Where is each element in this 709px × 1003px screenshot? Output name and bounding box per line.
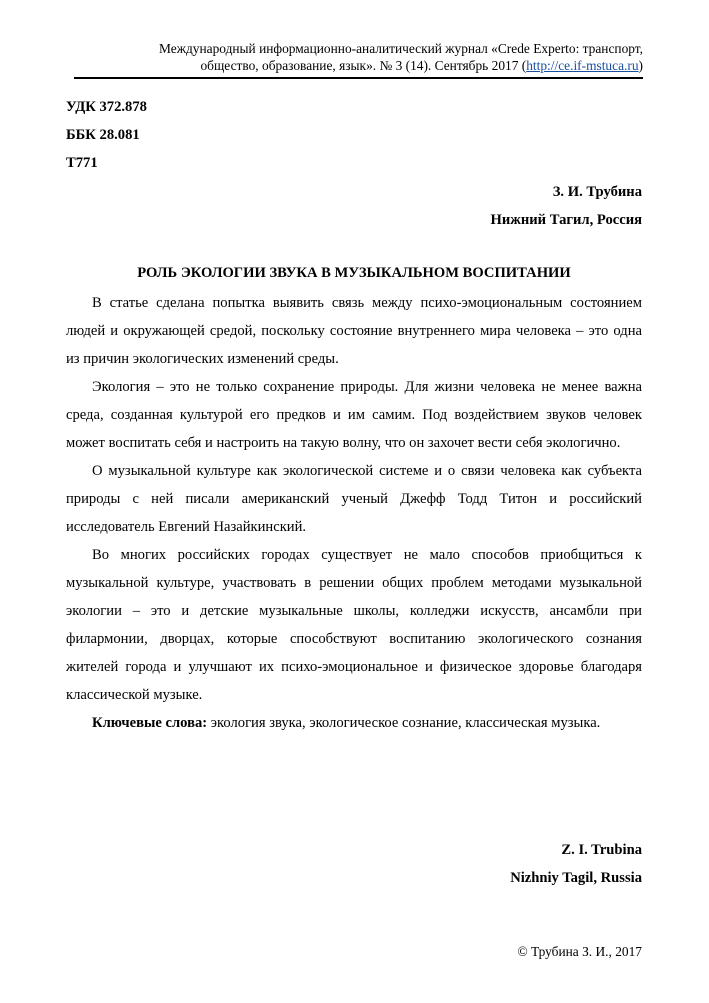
bbk-code: ББК 28.081	[66, 127, 140, 143]
udk-code: УДК 372.878	[66, 99, 147, 115]
classification-codes	[66, 93, 147, 177]
journal-header-line2	[74, 57, 643, 74]
keywords-text: экология звука, экологическое сознание, классическая музыка.	[207, 715, 601, 731]
author-name-en: Z. I. Trubina	[561, 842, 642, 858]
article-title: РОЛЬ ЭКОЛОГИИ ЗВУКА В МУЗЫКАЛЬНОМ ВОСПИТАНИИ	[137, 265, 571, 281]
author-block-ru	[490, 178, 642, 234]
abstract-paragraph: Во многих российских городах существует не мало способов приобщиться к музыкальной культуре, участвовать в решении общих проблем методами музыкальной экологии – это и детские музыкальные школы, колледжи искусств, ансамбли при филармонии, дворцах, которые способствуют воспитанию экологического сознания жителей города и улучшают их психо-эмоциональное и физическое здоровье благодаря классической музыке.	[66, 547, 642, 703]
journal-header	[74, 40, 643, 74]
abstract	[66, 289, 642, 737]
journal-link[interactable]: http://ce.if-mstuca.ru	[526, 58, 639, 73]
copyright-notice: © Трубина З. И., 2017	[517, 944, 642, 959]
header-divider	[74, 77, 643, 79]
author-block-en	[510, 836, 642, 892]
keywords-label: Ключевые слова:	[92, 715, 208, 731]
abstract-paragraph: Экология – это не только сохранение природы. Для жизни человека не менее важна среда, созданная культурой его предков и им самим. Под воздействием звуков человек может воспитать себя и настроить на такую волну, что он захочет вести себя экологично.	[66, 379, 642, 451]
abstract-paragraph: О музыкальной культуре как экологической системе и о связи человека как субъекта природы с ней писали американский ученый Джефф Тодд Титон и российский исследователь Евгений Назайкинский.	[66, 463, 642, 535]
keywords	[66, 709, 642, 737]
journal-header-close-paren: )	[638, 58, 643, 73]
journal-header-line1: Международный информационно-аналитический журнал «Crede Experto: транспорт,	[159, 41, 643, 56]
author-name-ru: З. И. Трубина	[552, 184, 642, 200]
author-index: Т771	[66, 155, 98, 171]
abstract-paragraph: В статье сделана попытка выявить связь между психо-эмоциональным состоянием людей и окружающей средой, поскольку состояние внутреннего мира человека – это одна из причин экологических изменений среды.	[66, 295, 642, 367]
author-location-en: Nizhniy Tagil, Russia	[510, 870, 642, 886]
author-location-ru: Нижний Тагил, Россия	[490, 212, 642, 228]
journal-header-line2-text: общество, образование, язык». № 3 (14). Сентябрь 2017 (	[200, 58, 527, 73]
